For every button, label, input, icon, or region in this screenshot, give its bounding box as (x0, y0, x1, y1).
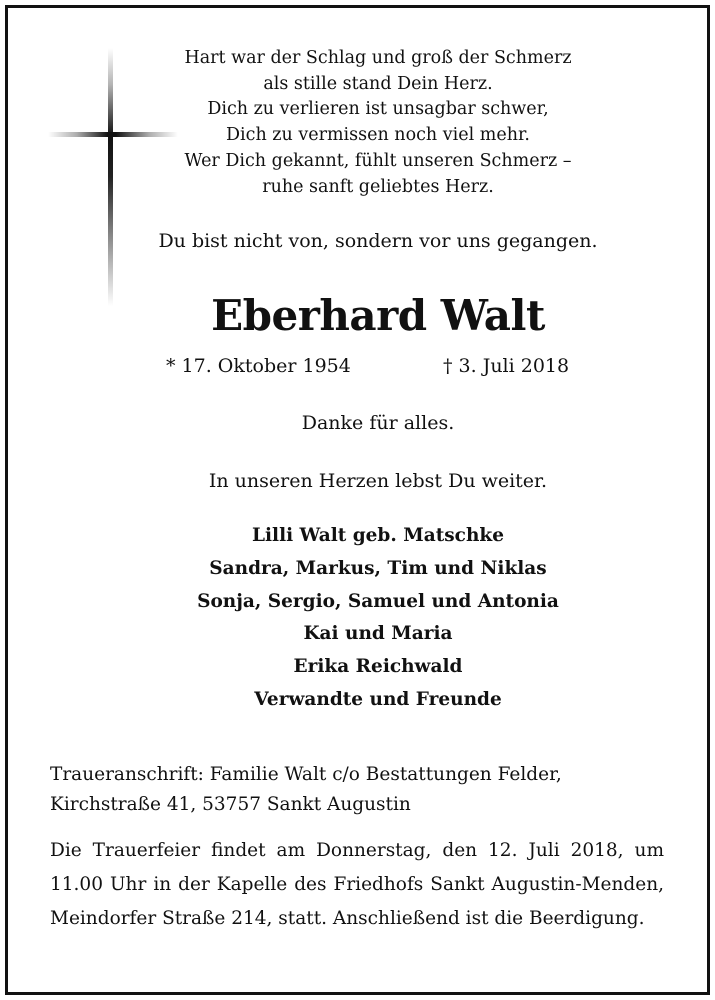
poem-line: als stille stand Dein Herz. (263, 73, 493, 94)
motto: Du bist nicht von, sondern vor uns gegangen. (158, 230, 598, 252)
mourner: Kai und Maria (303, 623, 453, 645)
cross-vertical-bar (108, 48, 113, 306)
hearts-line: In unseren Herzen lebst Du weiter. (208, 470, 548, 492)
obituary-notice (5, 5, 710, 995)
poem-line: Wer Dich gekannt, fühlt unseren Schmerz – (184, 150, 572, 171)
mourner: Sonja, Sergio, Samuel und Antonia (197, 590, 559, 612)
mourners-list (108, 520, 648, 717)
mourning-address (50, 760, 670, 820)
death-date: † 3. Juli 2018 (443, 355, 570, 377)
life-dates (8, 353, 707, 381)
deceased-name: Eberhard Walt (211, 291, 545, 340)
mourner: Verwandte und Freunde (254, 688, 502, 710)
poem-line: Hart war der Schlag und groß der Schmerz (184, 48, 572, 68)
poem-line: Dich zu vermissen noch viel mehr. (226, 125, 530, 146)
mourner: Sandra, Markus, Tim und Niklas (209, 557, 547, 579)
poem-line: ruhe sanft geliebtes Herz. (262, 176, 494, 197)
thanks-line: Danke für alles. (301, 412, 455, 434)
birth-date: * 17. Oktober 1954 (166, 355, 351, 377)
ceremony-details: Die Trauerfeier findet am Donnerstag, den 12. Juli 2018, um 11.00 Uhr in der Kapelle des Friedhofs Sankt Augustin-Menden, Meindorfer Straße 214, statt. Anschließend ist die Beerdigung. (50, 840, 664, 929)
poem (128, 46, 628, 200)
mourner: Erika Reichwald (293, 656, 463, 678)
mourner: Lilli Walt geb. Matschke (252, 525, 504, 546)
address-line: Kirchstraße 41, 53757 Sankt Augustin (50, 794, 411, 815)
poem-line: Dich zu verlieren ist unsagbar schwer, (207, 99, 549, 120)
address-line: Traueranschrift: Familie Walt c/o Bestattungen Felder, (50, 764, 562, 785)
